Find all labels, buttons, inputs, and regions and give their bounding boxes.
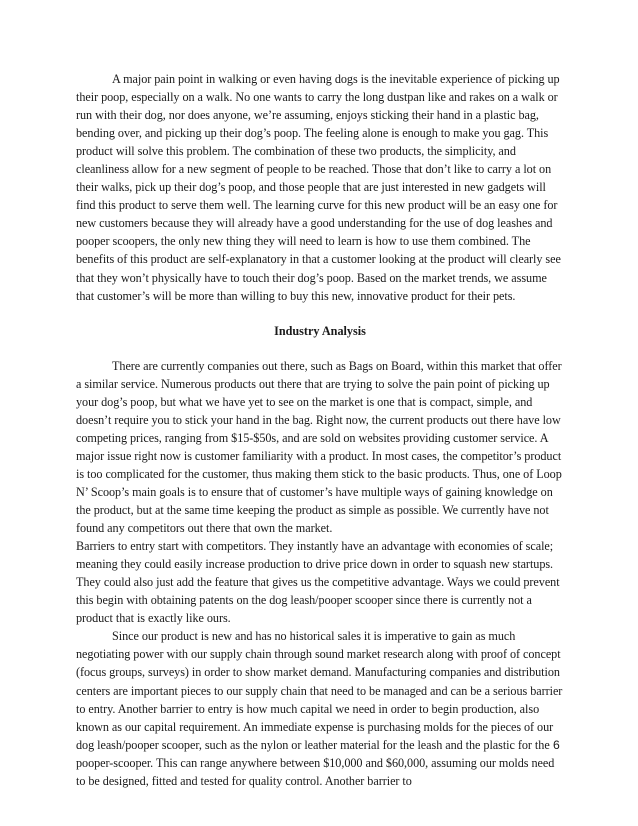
section-heading-industry-analysis: Industry Analysis	[274, 323, 366, 338]
paragraph-problem: A major pain point in walking or even having dogs is the inevitable experience of picking up their poop, especially on a walk. No one wants to carry the long dustpan like and rakes on a walk or run with their dog, nor does anyone, we’re assuming, enjoys sticking their hand in a plastic bag, bending over, and picking up their dog’s poop. The feeling alone is enough to make you gag. This product will solve this problem. The combination of these two products, the simplicity, and cleanliness allow for a new segment of people to be reached. Those that don’t like to carry a lot on their walks, pick up their dog’s poop, and those people that are just interested in new gadgets will find this product to serve them well. The learning curve for this new product will be an easy one for new customers because they will already have a good understanding for the use of dog leashes and pooper scoopers, the only new thing they will need to learn is how to use them combined. The benefits of this product are self-explanatory in that a customer looking at the product will clearly see that they won’t physically have to touch their dog’s poop. Based on the market trends, we assume that customer’s will be more than willing to buy this new, innovative product for their pets.	[76, 72, 561, 303]
paragraph-supply-chain: Since our product is new and has no historical sales it is imperative to gain as much negotiating power with our supply chain through sound market research along with proof of concept (focus groups, surveys) in order to show market demand. Manufacturing companies and distribution centers are important pieces to our supply chain that need to be managed and can be a serious barrier to entry. Another barrier to entry is how much capital we need in order to begin production, also known as our capital requirement. An immediate expense is purchasing molds for the pieces of our dog leash/pooper scooper, such as the nylon or leather material for the leash and the plastic for the pooper-scooper. This can range anywhere between $10,000 and $60,000, assuming our molds need to be designed, fitted and tested for quality control. Another barrier to	[76, 629, 563, 788]
document-body	[76, 70, 564, 790]
page-number: 6	[553, 738, 560, 752]
paragraph-competitors: There are currently companies out there, such as Bags on Board, within this market that offer a similar service. Numerous products out there that are trying to solve the pain point of picking up your dog’s poop, but what we have yet to see on the market is one that is compact, simple, and doesn’t require you to stick your hand in the bag. Right now, the current products out there have low competing prices, ranging from $15-$50s, and are sold on websites providing customer service. A major issue right now is customer familiarity with a product. In most cases, the competitor’s product is too complicated for the customer, thus making them stick to the basic products. Thus, one of Loop N’ Scoop’s main goals is to ensure that of customer’s have multiple ways of gaining knowledge on the product, but at the same time keeping the product as simple as possible. We currently have not found any competitors out there that own the market.	[76, 358, 562, 536]
paragraph-barriers: Barriers to entry start with competitors. They instantly have an advantage with economies of scale; meaning they could easily increase production to drive price down in order to squash new startups. They could also just add the feature that gives us the competitive advantage. Ways we could prevent this begin with obtaining patents on the dog leash/pooper scooper since there is currently not a product that is exactly like ours.	[76, 539, 560, 626]
